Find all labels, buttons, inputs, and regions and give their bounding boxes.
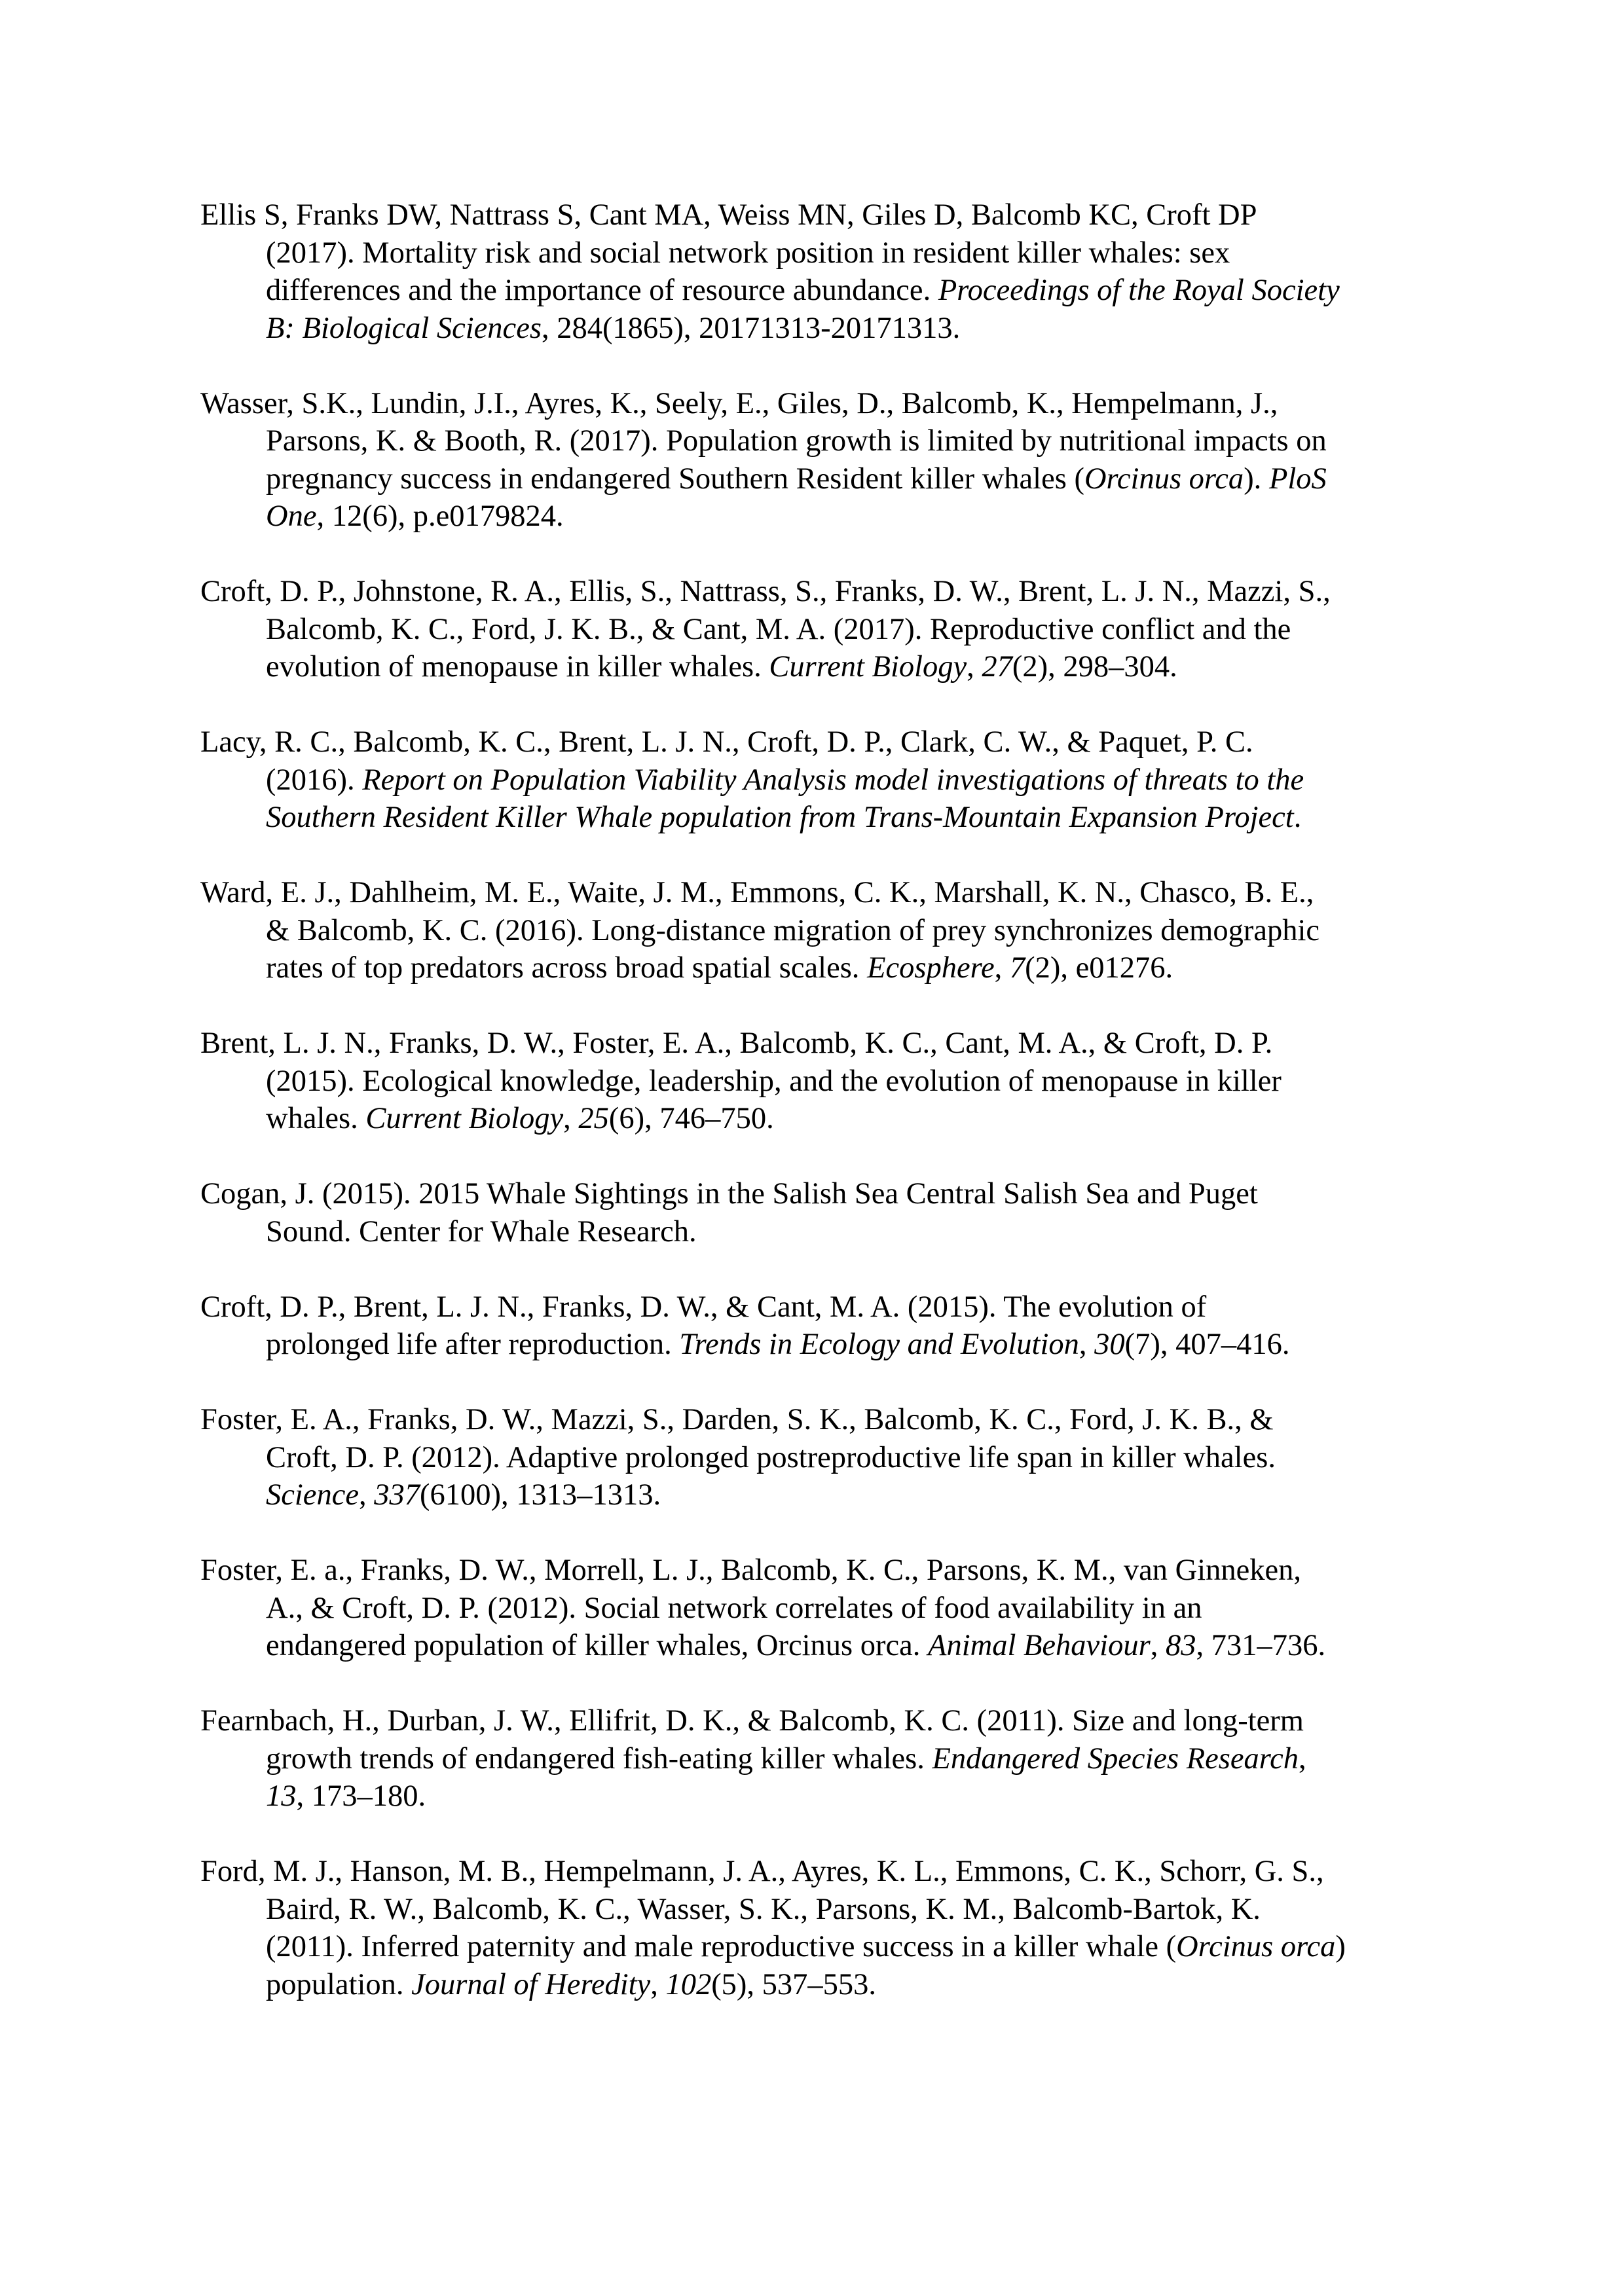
reference-text: population. (266, 1967, 412, 2001)
italic-text: 25 (578, 1102, 609, 1135)
italic-text: 7 (1009, 951, 1025, 985)
reference-text: Fearnbach, H., Durban, J. W., Ellifrit, D. K., & Balcomb, K. C. (2011). Size and long-term (200, 1704, 1304, 1738)
italic-text: Report on Population Viability Analysis model investigations of threats to the (362, 763, 1304, 797)
reference-line (266, 648, 1445, 686)
reference-text: Croft, D. P., Brent, L. J. N., Franks, D. W., & Cant, M. A. (2015). The evolution of (200, 1290, 1207, 1324)
reference-line (266, 1966, 1445, 2004)
reference-text: , (967, 650, 982, 683)
reference-text: , 12(6), p.e0179824. (316, 500, 564, 533)
reference-entry (200, 196, 1445, 347)
italic-text: PloS (1268, 462, 1327, 496)
reference-text: Foster, E. A., Franks, D. W., Mazzi, S., Darden, S. K., Balcomb, K. C., Ford, J. K. B., & (200, 1403, 1274, 1436)
reference-line (200, 196, 1445, 234)
reference-text: , 284(1865), 20171313-20171313. (541, 311, 961, 345)
reference-text: Croft, D. P. (2012). Adaptive prolonged postreproductive life span in killer whales. (266, 1440, 1276, 1474)
italic-text: Endangered Species Research (932, 1741, 1299, 1776)
italic-text: 30 (1094, 1328, 1125, 1361)
reference-entry (200, 385, 1445, 536)
reference-line (200, 1853, 1445, 1891)
reference-text: , (563, 1102, 579, 1135)
reference-text: , (994, 951, 1010, 985)
reference-entry (200, 874, 1445, 987)
reference-entry (200, 723, 1445, 837)
italic-text: Current Biology (769, 650, 967, 683)
reference-line (200, 1552, 1445, 1590)
reference-line (200, 1025, 1445, 1063)
reference-line (266, 1627, 1445, 1665)
reference-text: (5), 537–553. (711, 1967, 877, 2001)
reference-entry (200, 1702, 1445, 1815)
italic-text: Current Biology (365, 1102, 564, 1135)
reference-line (266, 310, 1445, 348)
reference-text: Croft, D. P., Johnstone, R. A., Ellis, S., Nattrass, S., Franks, D. W., Brent, L. J. N., Mazzi, S., (200, 575, 1331, 608)
italic-text: B: Biological Sciences (266, 311, 542, 345)
reference-line (266, 1476, 1445, 1514)
reference-text: A., & Croft, D. P. (2012). Social network correlates of food availability in an (266, 1591, 1202, 1625)
reference-entry (200, 573, 1445, 686)
reference-entry (200, 1401, 1445, 1514)
reference-line (200, 1702, 1445, 1740)
reference-text: rates of top predators across broad spatial scales. (266, 951, 868, 985)
reference-line (200, 1288, 1445, 1326)
italic-text: Orcinus orca (1176, 1930, 1336, 1963)
reference-text: & Balcomb, K. C. (2016). Long-distance migration of prey synchronizes demographic (266, 913, 1320, 947)
reference-line (266, 460, 1445, 498)
reference-line (266, 1590, 1445, 1628)
reference-text: growth trends of endangered fish-eating killer whales. (266, 1741, 932, 1776)
reference-text: Baird, R. W., Balcomb, K. C., Wasser, S. K., Parsons, K. M., Balcomb-Bartok, K. (266, 1892, 1261, 1926)
reference-text: (2), 298–304. (1012, 650, 1177, 683)
reference-line (266, 1439, 1445, 1477)
reference-text: ) (1335, 1930, 1346, 1963)
reference-text: Balcomb, K. C., Ford, J. K. B., & Cant, M. A. (2017). Reproductive conflict and the (266, 612, 1291, 646)
reference-text: (2), e01276. (1025, 951, 1173, 985)
reference-text: Sound. Center for Whale Research. (266, 1214, 697, 1248)
reference-text: Ward, E. J., Dahlheim, M. E., Waite, J. M., Emmons, C. K., Marshall, K. N., Chasco, B. E., (200, 876, 1314, 909)
italic-text: Animal Behaviour (928, 1629, 1151, 1662)
reference-text: Lacy, R. C., Balcomb, K. C., Brent, L. J. N., Croft, D. P., Clark, C. W., & Paquet, P. C. (200, 725, 1253, 759)
reference-text: (6100), 1313–1313. (419, 1478, 661, 1512)
reference-line (266, 272, 1445, 310)
reference-line (266, 1326, 1445, 1364)
reference-line (266, 1928, 1445, 1966)
reference-text: (2015). Ecological knowledge, leadership, and the evolution of menopause in killer (266, 1064, 1282, 1098)
reference-line (200, 573, 1445, 611)
reference-text: endangered population of killer whales, Orcinus orca. (266, 1629, 929, 1662)
reference-text: evolution of menopause in killer whales. (266, 650, 769, 683)
italic-text: One (266, 500, 317, 533)
reference-line (266, 1063, 1445, 1101)
reference-text: pregnancy success in endangered Southern Resident killer whales ( (266, 462, 1084, 496)
italic-text: Orcinus orca (1084, 462, 1244, 496)
reference-line (266, 949, 1445, 987)
reference-text: (2011). Inferred paternity and male reproductive success in a killer whale ( (266, 1930, 1177, 1963)
reference-entry (200, 1025, 1445, 1138)
reference-text: Foster, E. a., Franks, D. W., Morrell, L. J., Balcomb, K. C., Parsons, K. M., van Ginneken, (200, 1554, 1302, 1587)
reference-line (266, 1891, 1445, 1929)
reference-text: (6), 746–750. (608, 1102, 774, 1135)
reference-line (266, 611, 1445, 649)
reference-text: , (1299, 1741, 1306, 1776)
reference-text: (7), 407–416. (1124, 1328, 1290, 1361)
italic-text: 27 (982, 650, 1012, 683)
reference-line (266, 1213, 1445, 1251)
reference-entry (200, 1853, 1445, 2003)
reference-text: , (358, 1478, 375, 1512)
reference-line (200, 874, 1445, 912)
reference-text: , (650, 1967, 666, 2001)
reference-text: (2017). Mortality risk and social network position in resident killer whales: sex (266, 236, 1230, 270)
reference-text: Ford, M. J., Hanson, M. B., Hempelmann, J. A., Ayres, K. L., Emmons, C. K., Schorr, G. S., (200, 1855, 1324, 1888)
reference-text: Cogan, J. (2015). 2015 Whale Sightings in the Salish Sea Central Salish Sea and Puget (200, 1177, 1258, 1211)
reference-line (266, 912, 1445, 950)
reference-text: , 173–180. (296, 1779, 426, 1813)
italic-text: Southern Resident Killer Whale population from Trans-Mountain Expansion Project (266, 801, 1294, 834)
reference-line (266, 1777, 1445, 1815)
reference-line (266, 761, 1445, 799)
reference-list (200, 196, 1445, 2003)
italic-text: 13 (266, 1779, 297, 1813)
italic-text: 83 (1165, 1629, 1196, 1662)
reference-text: prolonged life after reproduction. (266, 1328, 680, 1361)
italic-text: 337 (374, 1478, 420, 1512)
reference-line (200, 1175, 1445, 1213)
reference-line (266, 799, 1445, 837)
reference-entry (200, 1288, 1445, 1364)
reference-line (266, 234, 1445, 272)
reference-text: , 731–736. (1196, 1629, 1326, 1662)
reference-text: Parsons, K. & Booth, R. (2017). Population growth is limited by nutritional impacts on (266, 424, 1327, 458)
italic-text: 102 (665, 1967, 712, 2001)
italic-text: Ecosphere (867, 951, 995, 985)
reference-text: . (1293, 801, 1302, 834)
reference-line (266, 498, 1445, 536)
reference-entry (200, 1175, 1445, 1250)
reference-line (200, 723, 1445, 761)
reference-entry (200, 1552, 1445, 1665)
italic-text: Science (266, 1478, 359, 1512)
reference-line (200, 385, 1445, 423)
reference-line (266, 422, 1445, 460)
reference-text: differences and the importance of resource abundance. (266, 274, 938, 307)
reference-line (200, 1401, 1445, 1439)
italic-text: Proceedings of the Royal Society (938, 274, 1340, 307)
reference-text: Ellis S, Franks DW, Nattrass S, Cant MA, Weiss MN, Giles D, Balcomb KC, Croft DP (200, 198, 1257, 232)
reference-text: (2016). (266, 763, 363, 797)
reference-text: Brent, L. J. N., Franks, D. W., Foster, E. A., Balcomb, K. C., Cant, M. A., & Croft, D. P. (200, 1027, 1273, 1060)
reference-text: , (1079, 1328, 1095, 1361)
italic-text: Journal of Heredity (411, 1967, 651, 2001)
reference-line (266, 1100, 1445, 1138)
reference-text: ). (1244, 462, 1269, 496)
reference-text: , (1150, 1629, 1166, 1662)
reference-text: whales. (266, 1102, 366, 1135)
reference-text: Wasser, S.K., Lundin, J.I., Ayres, K., Seely, E., Giles, D., Balcomb, K., Hempelmann, J., (200, 386, 1278, 420)
reference-line (266, 1740, 1445, 1778)
italic-text: Trends in Ecology and Evolution (679, 1328, 1079, 1361)
